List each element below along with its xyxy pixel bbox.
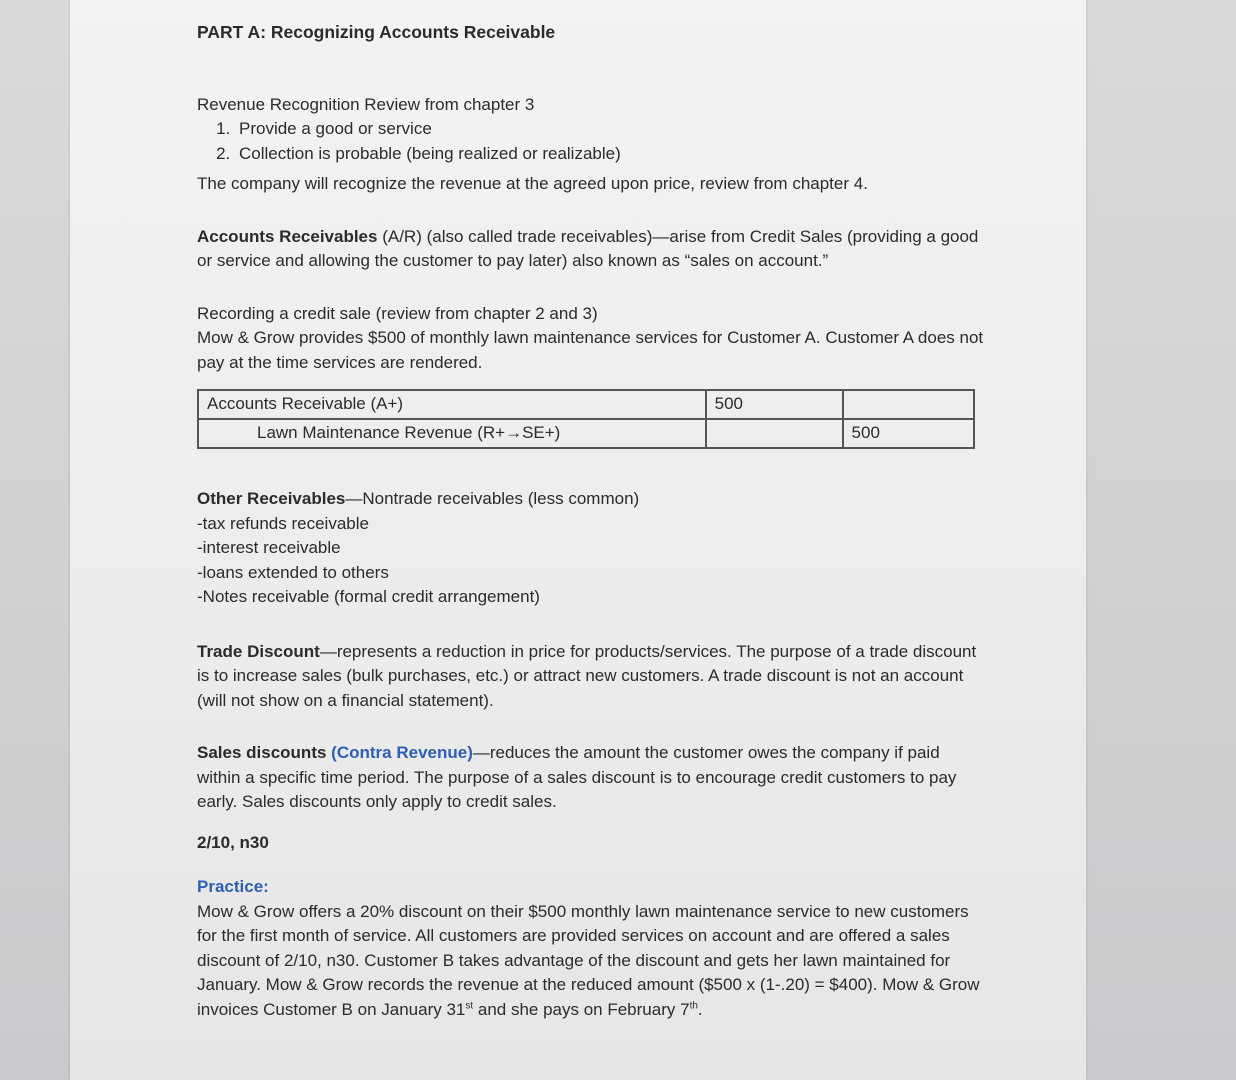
practice-text: [197, 900, 987, 1023]
trade-term: Trade Discount: [197, 641, 320, 661]
practice-label: Practice:: [197, 877, 269, 896]
practice-end: .: [697, 999, 703, 1019]
document-content: [197, 20, 987, 1022]
journal-debit-cell: 500: [706, 390, 843, 419]
practice-body: Mow & Grow offers a 20% discount on their $500 monthly lawn maintenance service to new customers for the first month of service. All customers are provided services on account and are offered a sales discount of 2/10, n30. Customer B takes advantage of the discount and gets her lawn maintained for January. Mow & Grow records the revenue at the reduced amount ($500 x (1-.20) = $400). Mow & Grow invoices Customer B on January 31: [197, 901, 980, 1019]
accounts-receivable-paragraph: [197, 225, 987, 274]
other-text: —Nontrade receivables (less common): [345, 489, 640, 508]
practice-section: [197, 875, 987, 1022]
revenue-review-heading: Revenue Recognition Review from chapter 3: [197, 94, 535, 114]
sales-discount-paragraph: [197, 741, 987, 815]
list-item: -Notes receivable (formal credit arrangement): [197, 587, 540, 606]
journal-debit-cell: [706, 419, 843, 448]
table-row: [198, 390, 974, 419]
journal-entry-table: [197, 389, 975, 449]
discount-terms: 2/10, n30: [197, 832, 269, 852]
journal-credit-cell: [843, 390, 974, 419]
journal-account-cell: Accounts Receivable (A+): [198, 390, 706, 419]
journal-credit-cell: 500: [843, 419, 974, 448]
ordinal-suffix: st: [465, 999, 474, 1011]
ordinal-suffix: th: [689, 999, 698, 1011]
contra-revenue-label: (Contra Revenue): [331, 743, 473, 762]
revenue-review-list: [197, 117, 987, 166]
other-receivables-heading: [197, 487, 987, 512]
table-row: [198, 419, 974, 448]
accounts-receivable-section: [197, 225, 987, 274]
list-item: -tax refunds receivable: [197, 513, 369, 533]
document-page: [70, 0, 1086, 1080]
page-title: PART A: Recognizing Accounts Receivable: [197, 22, 556, 42]
journal-account-cell: Lawn Maintenance Revenue (R+→SE+): [198, 419, 706, 448]
trade-text: —represents a reduction in price for products/services. The purpose of a trade discount is to increase sales (bulk purchases, etc.) or attract new customers. A trade discount is not an account (will not show on a financial statement).: [197, 641, 977, 710]
list-item: 2. Collection is probable (being realized or realizable): [235, 142, 987, 167]
list-item: 1. Provide a good or service: [235, 117, 987, 142]
sales-discount-section: [197, 741, 987, 815]
credit-sale-text: Mow & Grow provides $500 of monthly lawn maintenance services for Customer A. Customer A does not pay at the time services are rendered.: [197, 328, 984, 372]
credit-sale-heading: Recording a credit sale (review from chapter 2 and 3): [197, 303, 598, 323]
list-item: -loans extended to others: [197, 562, 389, 582]
list-item: -interest receivable: [197, 538, 341, 557]
trade-discount-section: [197, 640, 987, 714]
revenue-review-note: The company will recognize the revenue at the agreed upon price, review from chapter 4.: [197, 174, 868, 193]
sales-disc-text: —reduces the amount the customer owes the company if paid within a specific time period. The purpose of a sales discount is to encourage credit customers to pay early. Sales discounts only apply to credit sales.: [197, 743, 957, 811]
other-term: Other Receivables: [197, 489, 346, 508]
revenue-review-section: [197, 93, 987, 197]
ar-text: (A/R) (also called trade receivables)—arise from Credit Sales (providing a good or service and allowing the customer to pay later) also known as “sales on account.”: [197, 226, 979, 270]
trade-discount-paragraph: [197, 640, 987, 714]
sales-disc-term: Sales discounts: [197, 743, 327, 762]
other-receivables-section: [197, 487, 987, 610]
practice-body-continued: and she pays on February 7: [473, 999, 690, 1019]
ar-term: Accounts Receivables: [197, 226, 378, 246]
credit-sale-section: [197, 302, 987, 376]
